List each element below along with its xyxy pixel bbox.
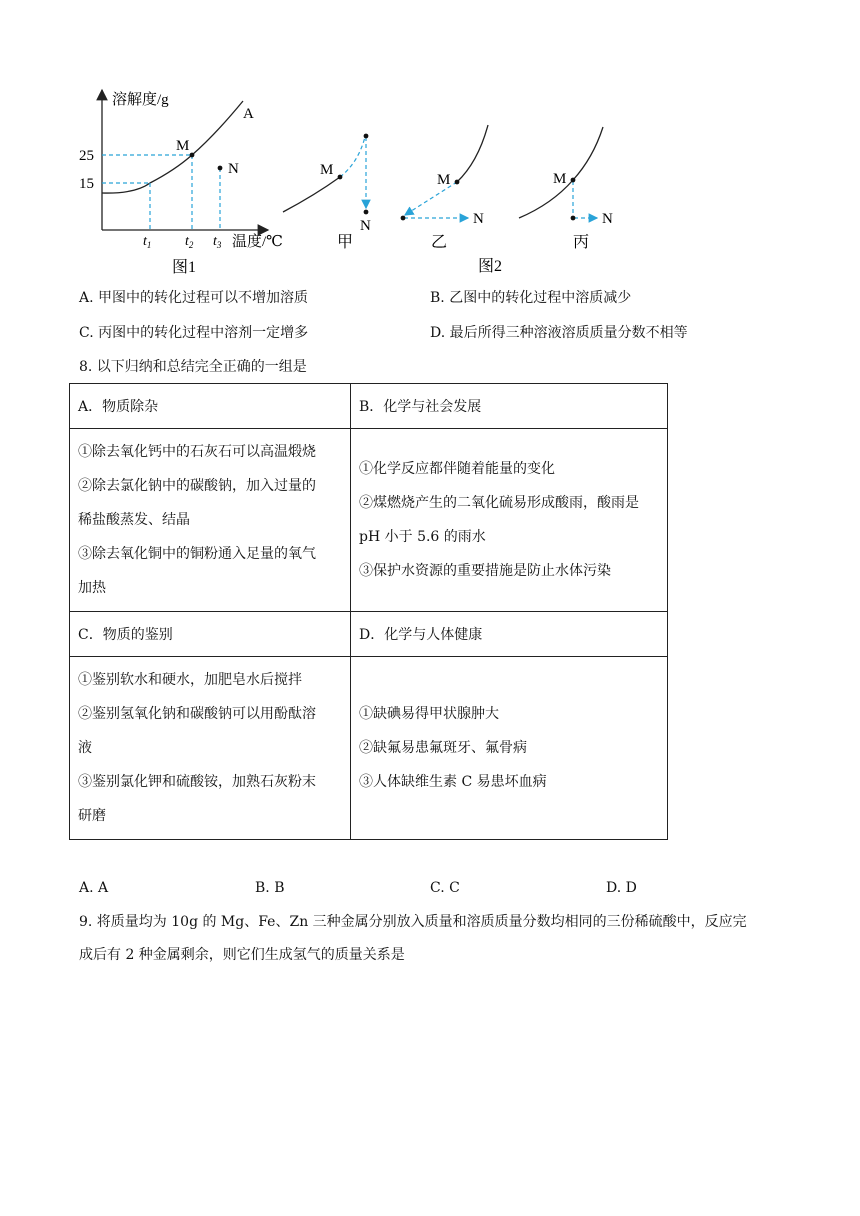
cell-c-body: [70, 657, 351, 840]
b-line: ③保护水资源的重要措施是防止水体污染: [359, 563, 611, 579]
point-m-dot: [190, 153, 195, 158]
d-line: ①缺碘易得甲状腺肿大: [359, 706, 499, 722]
q7-option-b: B. 乙图中的转化过程中溶质减少: [430, 290, 632, 306]
dashed-curve-jia: [340, 137, 365, 177]
q7-option-d: D. 最后所得三种溶液溶质质量分数不相等: [430, 325, 688, 341]
cell-a-header: A．物质除杂: [70, 384, 351, 429]
yi-m-dot: [455, 180, 460, 185]
q8-option-a: A. A: [79, 880, 109, 896]
d-line: ②缺氟易患氟斑牙、氟骨病: [359, 740, 527, 756]
q7-option-a: A. 甲图中的转化过程可以不增加溶质: [79, 290, 309, 306]
b-line: ①化学反应都伴随着能量的变化: [359, 461, 555, 477]
jia-m-dot: [338, 175, 343, 180]
a-line: 加热: [78, 580, 106, 596]
c-line: ①鉴别软水和硬水，加肥皂水后搅拌: [78, 672, 302, 688]
cell-d-body: [351, 657, 668, 840]
cell-b-header: B．化学与社会发展: [351, 384, 668, 429]
q9-stem-line-1: 9. 将质量均为 10g 的 Mg、Fe、Zn 三种金属分别放入质量和溶质质量分数均相同的三份稀硫酸中，反应完: [79, 914, 747, 930]
tick-15: 15: [79, 176, 94, 192]
x-axis-label: 温度/℃: [232, 234, 283, 250]
figure-2-panel-yi: [401, 125, 488, 251]
point-m-label: M: [176, 138, 190, 154]
a-line: ③除去氧化铜中的铜粉通入足量的氧气: [78, 546, 316, 562]
q8-summary-table: [69, 383, 668, 840]
cell-b-body: [351, 429, 668, 612]
c-line: ③鉴别氯化钾和硫酸铵，加熟石灰粉末: [78, 774, 316, 790]
figure-2-panel-bing: [519, 127, 613, 251]
figure-1: [79, 90, 283, 276]
cell-a-body: [70, 429, 351, 612]
b-line: pH 小于 5.6 的雨水: [359, 529, 486, 545]
bing-n-label: N: [602, 211, 613, 227]
figure-1-caption: 图1: [172, 259, 197, 276]
bing-bottom-dot: [571, 216, 576, 221]
a-line: 稀盐酸蒸发、结晶: [78, 512, 190, 528]
figure-2-caption: 图2: [478, 258, 503, 275]
cell-c-header: C．物质的鉴别: [70, 612, 351, 657]
q8-stem: 8. 以下归纳和总结完全正确的一组是: [79, 359, 307, 375]
point-n-label: N: [228, 161, 239, 177]
yi-n-label: N: [473, 211, 484, 227]
bing-name: 丙: [573, 234, 590, 251]
jia-name: 甲: [337, 234, 354, 251]
jia-m-label: M: [320, 162, 334, 178]
d-line: ③人体缺维生素 C 易患坏血病: [359, 774, 547, 790]
curve-label-a: A: [243, 106, 254, 122]
q8-option-d: D. D: [606, 880, 637, 896]
tick-t2: $t_2$: [185, 234, 194, 250]
jia-n-label: N: [360, 218, 371, 234]
bing-m-dot: [571, 178, 576, 183]
tick-t1: $t_1$: [143, 234, 152, 250]
point-n-dot: [218, 166, 223, 171]
tick-t3: $t_3$: [213, 234, 222, 250]
jia-n-dot: [364, 210, 369, 215]
solubility-figure: [0, 0, 860, 285]
cell-d-header: D．化学与人体健康: [351, 612, 668, 657]
yi-left-dot: [401, 216, 406, 221]
y-axis-label: 溶解度/g: [112, 92, 169, 108]
q7-option-c: C. 丙图中的转化过程中溶剂一定增多: [79, 325, 309, 341]
b-line: ②煤燃烧产生的二氧化硫易形成酸雨，酸雨是: [359, 495, 639, 511]
c-line: ②鉴别氢氧化钠和碳酸钠可以用酚酞溶: [78, 706, 316, 722]
curve-jia: [283, 177, 340, 212]
curve-yi: [457, 125, 488, 182]
c-line: 研磨: [78, 808, 106, 824]
figure-2-panel-jia: [283, 134, 371, 251]
tick-25: 25: [79, 148, 94, 164]
jia-top-dot: [364, 134, 369, 139]
a-line: ①除去氧化钙中的石灰石可以高温煅烧: [78, 444, 316, 460]
bing-m-label: M: [553, 171, 567, 187]
yi-m-label: M: [437, 172, 451, 188]
q8-option-b: B. B: [255, 880, 285, 896]
q9-stem-line-2: 成后有 2 种金属剩余，则它们生成氢气的质量关系是: [79, 947, 405, 963]
c-line: 液: [78, 740, 92, 756]
solubility-curve-a: [102, 101, 243, 193]
yi-name: 乙: [431, 234, 448, 251]
q8-option-c: C. C: [430, 880, 460, 896]
a-line: ②除去氯化钠中的碳酸钠，加入过量的: [78, 478, 316, 494]
